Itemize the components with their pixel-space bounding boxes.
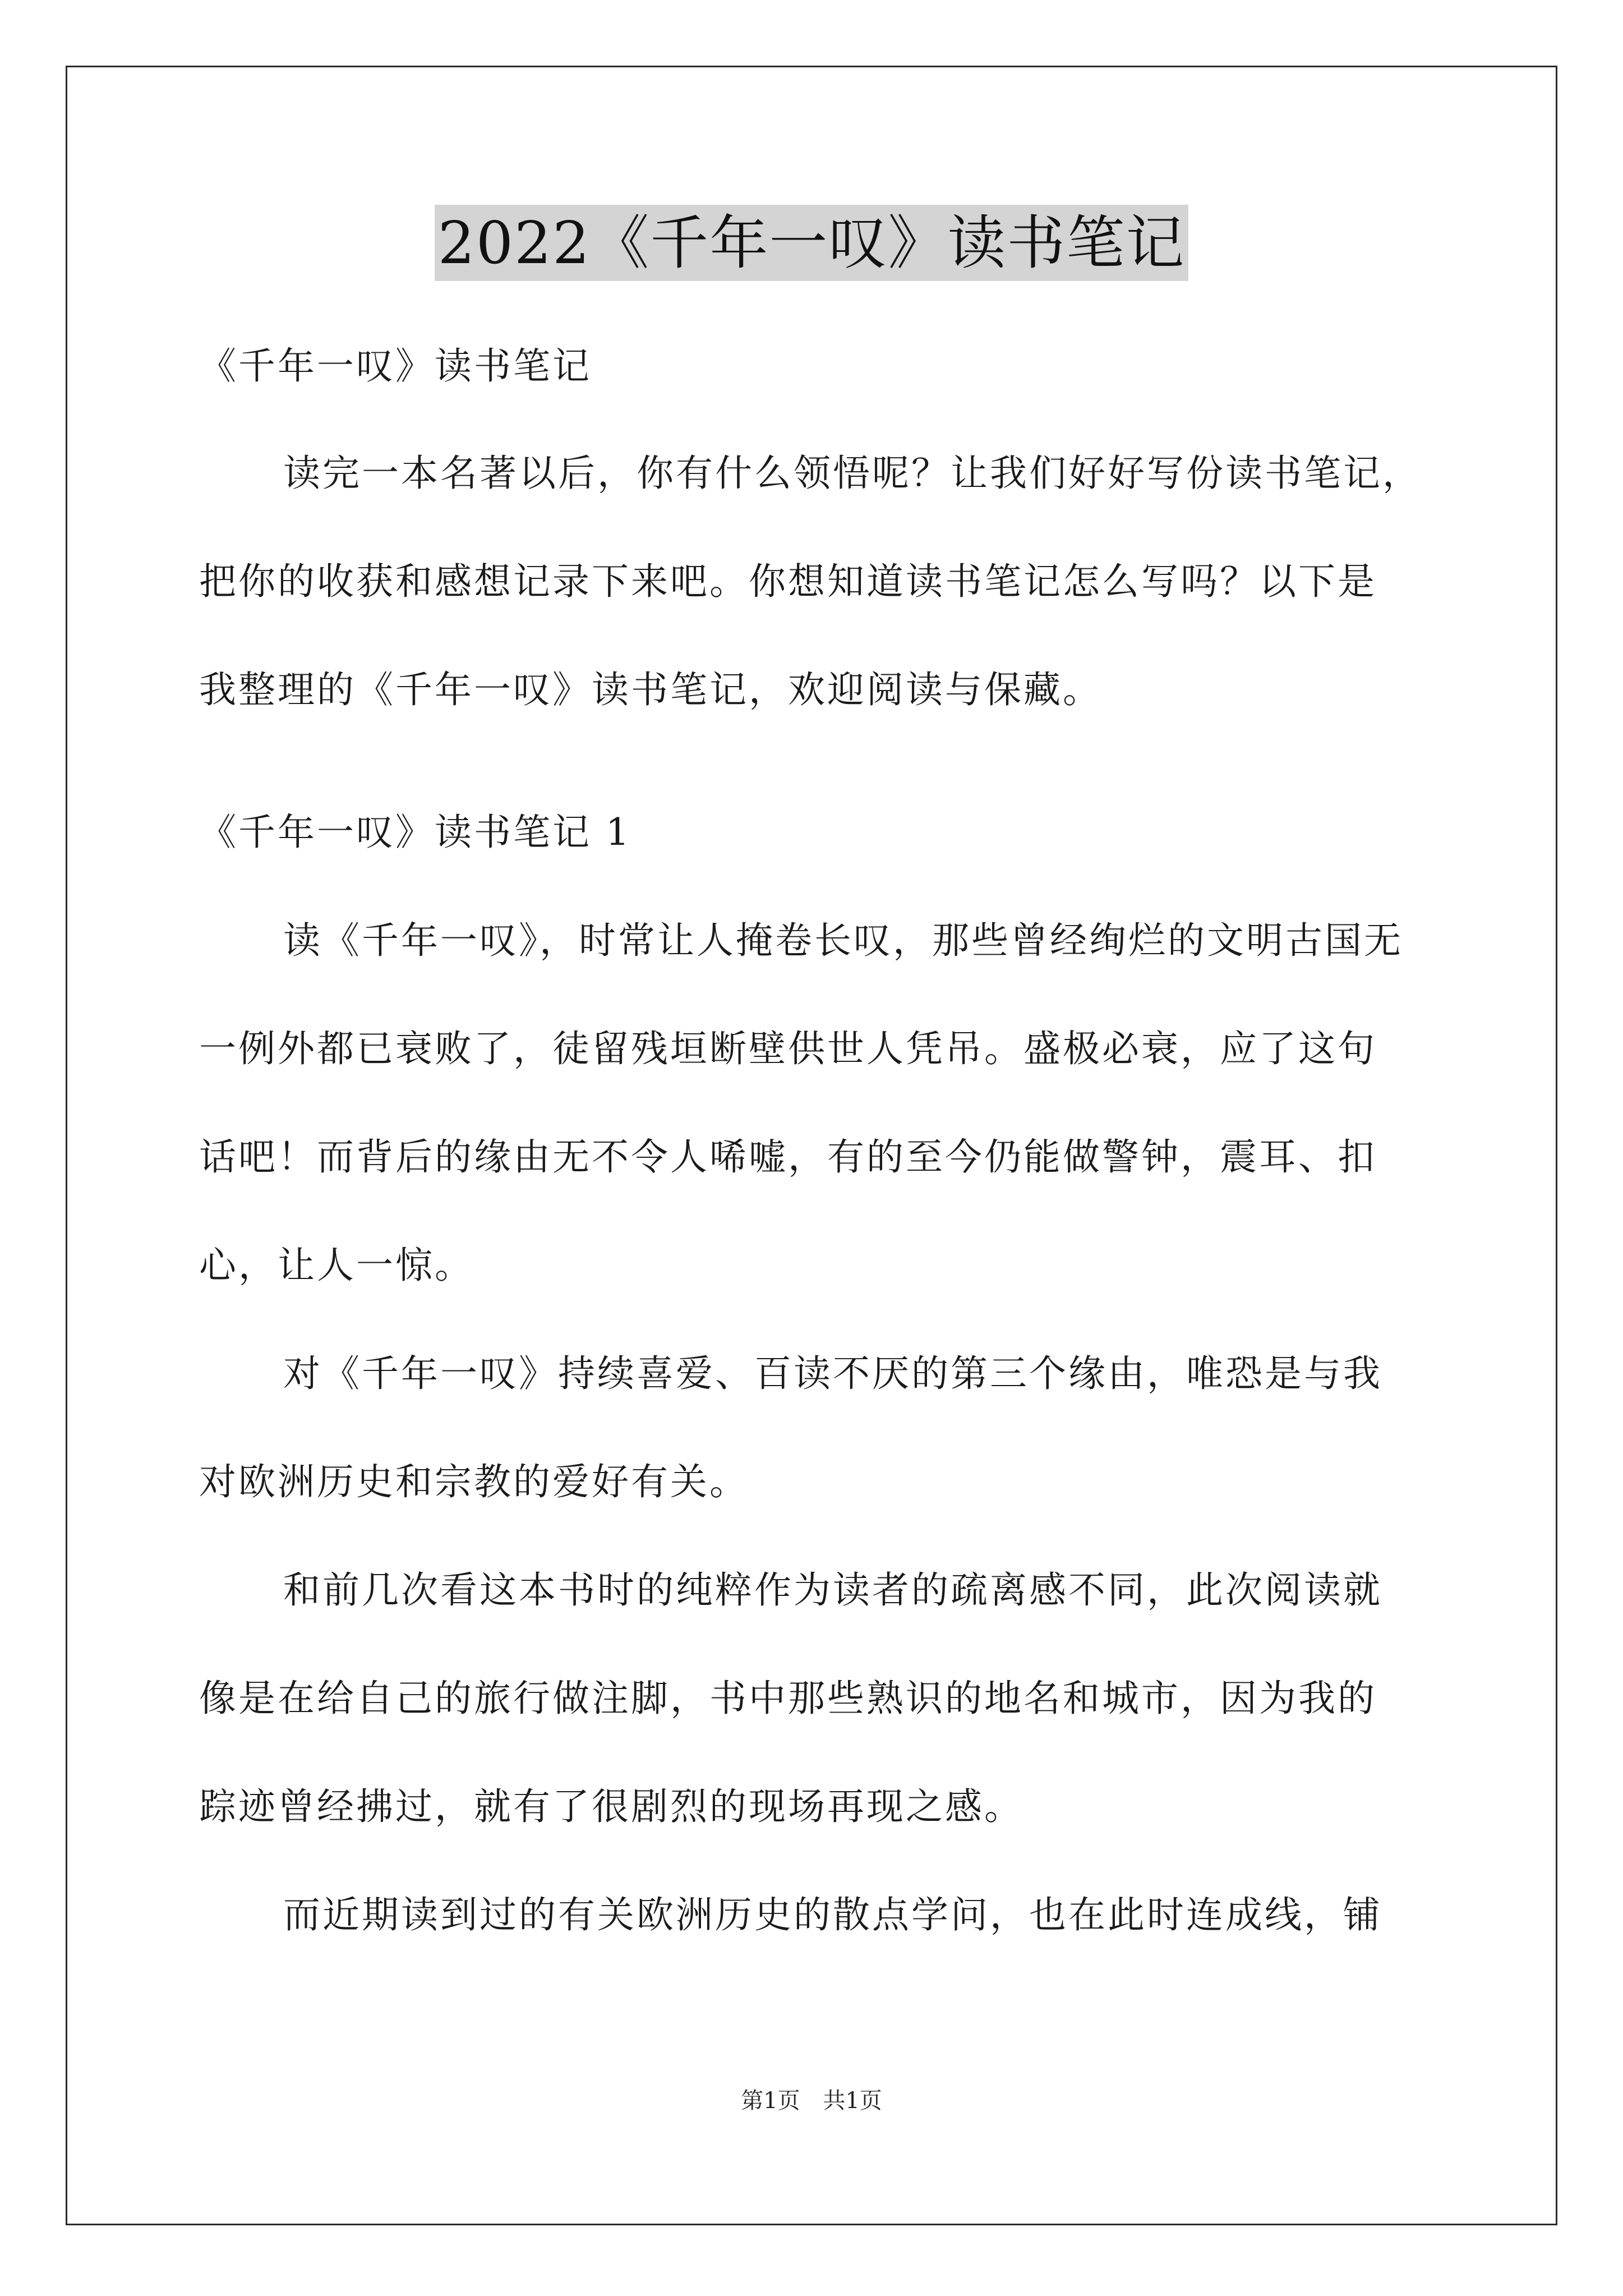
title-container [0, 205, 1623, 281]
paragraph-line: 对《千年一叹》持续喜爱、百读不厌的第三个缘由，唯恐是与我 [283, 1352, 1382, 1395]
page-footer [0, 2087, 1623, 2115]
paragraph-line: 话吧！而背后的缘由无不令人唏嘘，有的至今仍能做警钟，震耳、扣 [199, 1135, 1377, 1179]
paragraph-line: 踪迹曾经拂过，就有了很剧烈的现场再现之感。 [199, 1785, 1023, 1828]
page-number: 第1页 [741, 2088, 800, 2114]
section-heading: 《千年一叹》读书笔记 1 [199, 811, 631, 854]
document-title: 2022《千年一叹》读书笔记 [435, 205, 1189, 281]
document-body [199, 344, 1433, 2005]
intro-line: 读完一本名著以后，你有什么领悟呢？让我们好好写份读书笔记， [283, 452, 1422, 495]
document-subtitle: 《千年一叹》读书笔记 [199, 344, 592, 388]
paragraph-line: 和前几次看这本书时的纯粹作为读者的疏离感不同，此次阅读就 [283, 1568, 1382, 1612]
paragraph-line: 一例外都已衰败了，徒留残垣断壁供世人凭吊。盛极必衰，应了这句 [199, 1027, 1377, 1070]
intro-line: 把你的收获和感想记录下来吧。你想知道读书笔记怎么写吗？以下是 [199, 560, 1377, 603]
paragraph-line: 而近期读到过的有关欧洲历史的散点学问，也在此时连成线，铺 [283, 1893, 1382, 1936]
intro-line: 我整理的《千年一叹》读书笔记，欢迎阅读与保藏。 [199, 668, 1102, 711]
page-total: 共1页 [823, 2088, 882, 2114]
paragraph-line: 像是在给自己的旅行做注脚，书中那些熟识的地名和城市，因为我的 [199, 1677, 1377, 1720]
paragraph-line: 对欧洲历史和宗教的爱好有关。 [199, 1460, 749, 1503]
paragraph-line: 心，让人一惊。 [199, 1244, 474, 1287]
paragraph-line: 读《千年一叹》，时常让人掩卷长叹，那些曾经绚烂的文明古国无 [283, 919, 1403, 962]
